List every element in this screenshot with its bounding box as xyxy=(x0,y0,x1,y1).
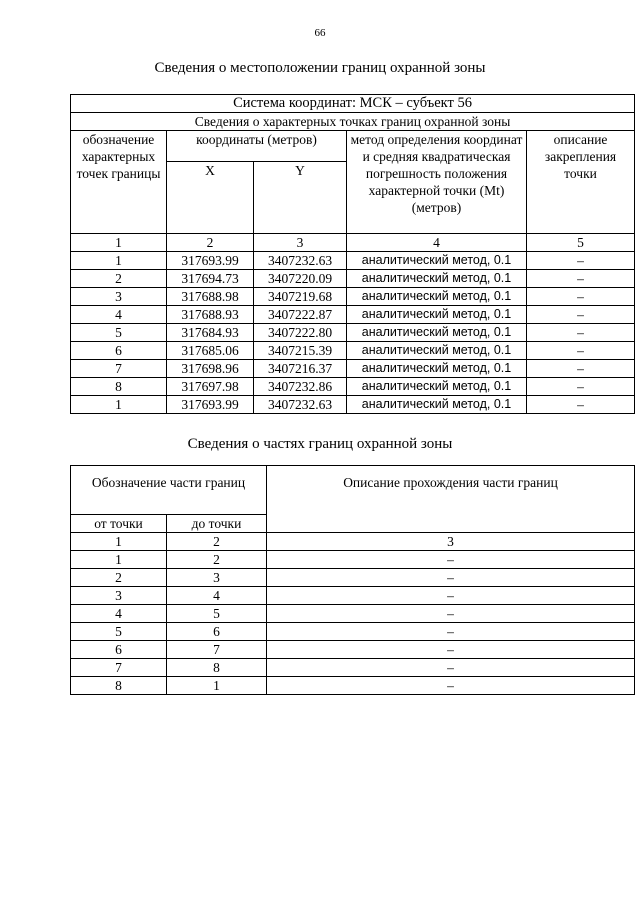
section2-title: Сведения о частях границ охранной зоны xyxy=(187,436,453,452)
col-number: 3 xyxy=(267,533,635,551)
from-point-cell: 5 xyxy=(71,623,167,641)
method-cell: аналитический метод, 0.1 xyxy=(347,306,527,324)
table-row xyxy=(71,252,635,270)
to-point-cell: 5 xyxy=(167,605,267,623)
y-cell: 3407215.39 xyxy=(254,342,347,360)
description-cell: – xyxy=(267,659,635,677)
description-cell: – xyxy=(527,396,635,414)
method-cell: аналитический метод, 0.1 xyxy=(347,324,527,342)
to-point-cell: 8 xyxy=(167,659,267,677)
x-cell: 317693.99 xyxy=(167,252,254,270)
header-designation: обозначение характерных точек границы xyxy=(71,131,167,234)
method-cell: аналитический метод, 0.1 xyxy=(347,270,527,288)
table-row xyxy=(71,641,635,659)
method-cell: аналитический метод, 0.1 xyxy=(347,396,527,414)
y-cell: 3407216.37 xyxy=(254,360,347,378)
x-cell: 317694.73 xyxy=(167,270,254,288)
description-cell: – xyxy=(527,342,635,360)
table-row xyxy=(71,659,635,677)
description-cell: – xyxy=(267,551,635,569)
table-row xyxy=(71,378,635,396)
x-cell: 317697.98 xyxy=(167,378,254,396)
col-number: 2 xyxy=(167,234,254,252)
col-number: 4 xyxy=(347,234,527,252)
description-cell: – xyxy=(267,569,635,587)
to-point-cell: 4 xyxy=(167,587,267,605)
description-cell: – xyxy=(527,306,635,324)
col-number: 3 xyxy=(254,234,347,252)
x-cell: 317693.99 xyxy=(167,396,254,414)
from-point-cell: 6 xyxy=(71,641,167,659)
point-cell: 4 xyxy=(71,306,167,324)
x-cell: 317685.06 xyxy=(167,342,254,360)
boundary-points-table xyxy=(70,94,635,414)
header-coordinates: координаты (метров) xyxy=(167,131,347,162)
column-number-row xyxy=(71,234,635,252)
description-cell: – xyxy=(527,360,635,378)
point-cell: 3 xyxy=(71,288,167,306)
x-cell: 317684.93 xyxy=(167,324,254,342)
header-description: описание закрепления точки xyxy=(527,131,635,234)
to-point-cell: 3 xyxy=(167,569,267,587)
header-part-description: Описание прохождения части границ xyxy=(267,466,635,533)
to-point-cell: 2 xyxy=(167,551,267,569)
from-point-cell: 3 xyxy=(71,587,167,605)
description-cell: – xyxy=(527,288,635,306)
description-cell: – xyxy=(267,605,635,623)
table-row xyxy=(71,605,635,623)
description-cell: – xyxy=(527,252,635,270)
description-cell: – xyxy=(527,270,635,288)
from-point-cell: 2 xyxy=(71,569,167,587)
to-point-cell: 6 xyxy=(167,623,267,641)
x-cell: 317688.93 xyxy=(167,306,254,324)
header-part-designation: Обозначение части границ xyxy=(71,466,267,515)
x-cell: 317698.96 xyxy=(167,360,254,378)
point-cell: 1 xyxy=(71,252,167,270)
y-cell: 3407232.86 xyxy=(254,378,347,396)
method-cell: аналитический метод, 0.1 xyxy=(347,252,527,270)
from-point-cell: 4 xyxy=(71,605,167,623)
section1-title: Сведения о местоположении границ охранной зоны xyxy=(154,60,486,76)
description-cell: – xyxy=(267,587,635,605)
y-cell: 3407232.63 xyxy=(254,396,347,414)
points-subheader: Сведения о характерных точках границ охранной зоны xyxy=(71,113,635,131)
col-number: 5 xyxy=(527,234,635,252)
header-method: метод определения координат и средняя квадратическая погрешность положения характерной точки (Mt) (метров) xyxy=(347,131,527,234)
from-point-cell: 7 xyxy=(71,659,167,677)
from-point-cell: 1 xyxy=(71,551,167,569)
y-cell: 3407222.87 xyxy=(254,306,347,324)
point-cell: 5 xyxy=(71,324,167,342)
description-cell: – xyxy=(527,378,635,396)
y-cell: 3407222.80 xyxy=(254,324,347,342)
to-point-cell: 1 xyxy=(167,677,267,695)
table-row xyxy=(71,623,635,641)
table-row xyxy=(71,324,635,342)
y-cell: 3407220.09 xyxy=(254,270,347,288)
point-cell: 6 xyxy=(71,342,167,360)
x-cell: 317688.98 xyxy=(167,288,254,306)
point-cell: 1 xyxy=(71,396,167,414)
to-point-cell: 7 xyxy=(167,641,267,659)
table-row xyxy=(71,342,635,360)
table-row xyxy=(71,587,635,605)
point-cell: 7 xyxy=(71,360,167,378)
table-row xyxy=(71,288,635,306)
header-to-point: до точки xyxy=(167,515,267,533)
header-y: Y xyxy=(254,161,347,233)
col-number: 1 xyxy=(71,533,167,551)
description-cell: – xyxy=(527,324,635,342)
y-cell: 3407219.68 xyxy=(254,288,347,306)
table-row xyxy=(71,551,635,569)
table-row xyxy=(71,270,635,288)
y-cell: 3407232.63 xyxy=(254,252,347,270)
point-cell: 2 xyxy=(71,270,167,288)
col-number: 1 xyxy=(71,234,167,252)
table-row xyxy=(71,569,635,587)
column-number-row xyxy=(71,533,635,551)
description-cell: – xyxy=(267,677,635,695)
from-point-cell: 8 xyxy=(71,677,167,695)
col-number: 2 xyxy=(167,533,267,551)
boundary-parts-table xyxy=(70,465,635,695)
method-cell: аналитический метод, 0.1 xyxy=(347,288,527,306)
header-x: X xyxy=(167,161,254,233)
page-number: 66 xyxy=(314,27,326,39)
coordinate-system-label: Система координат: МСК – субъект 56 xyxy=(71,95,635,113)
header-from-point: от точки xyxy=(71,515,167,533)
method-cell: аналитический метод, 0.1 xyxy=(347,360,527,378)
method-cell: аналитический метод, 0.1 xyxy=(347,378,527,396)
method-cell: аналитический метод, 0.1 xyxy=(347,342,527,360)
table-row xyxy=(71,306,635,324)
table-row xyxy=(71,677,635,695)
table-row xyxy=(71,396,635,414)
description-cell: – xyxy=(267,641,635,659)
point-cell: 8 xyxy=(71,378,167,396)
table-row xyxy=(71,360,635,378)
description-cell: – xyxy=(267,623,635,641)
